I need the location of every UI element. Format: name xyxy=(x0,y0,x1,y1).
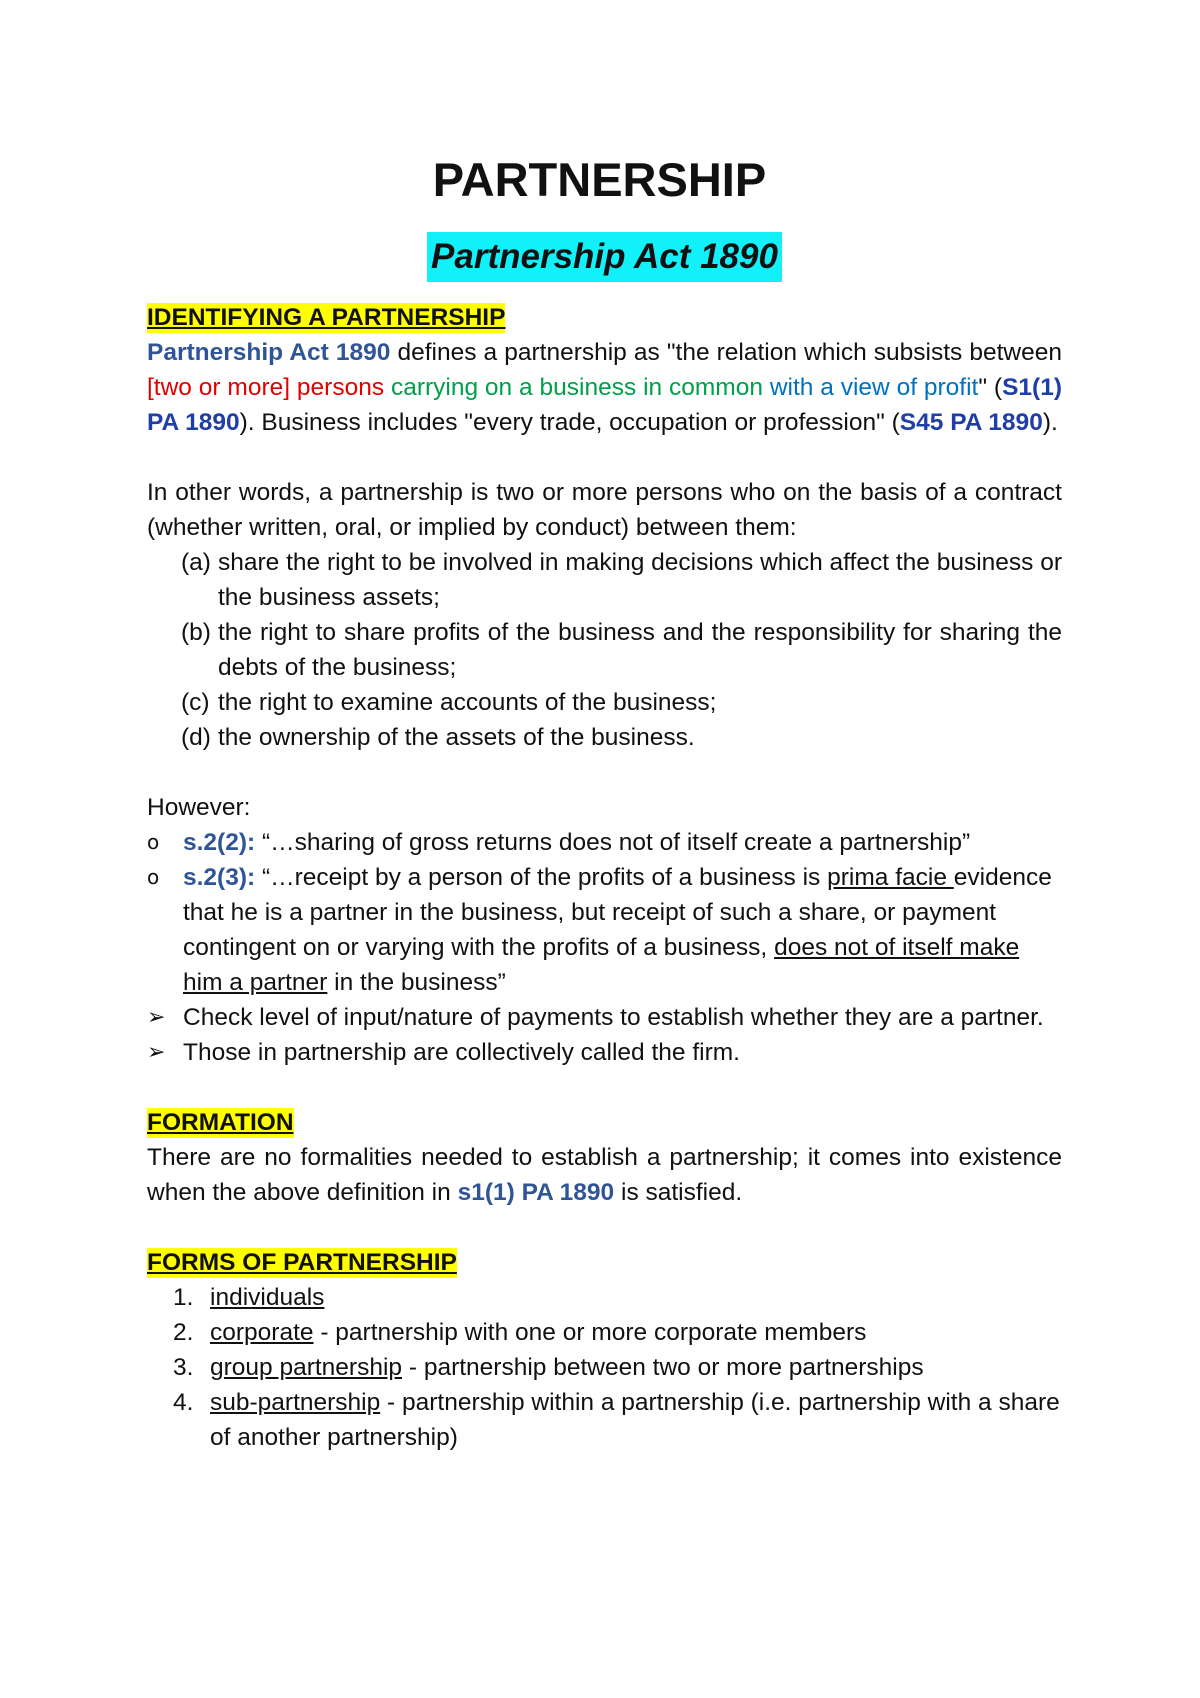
list-item-text: the right to share profits of the business and the responsibility for sharing the debts of the business; xyxy=(218,619,1062,681)
list-item xyxy=(147,1350,1062,1385)
section-identifying xyxy=(147,300,1062,1070)
bullet-quote: “…sharing of gross returns does not of itself create a partnership” xyxy=(255,829,971,856)
form-term: corporate xyxy=(210,1319,314,1346)
subtitle-wrapper xyxy=(147,232,1062,282)
other-words-paragraph: In other words, a partnership is two or more persons who on the basis of a contract (whether written, oral, or implied by conduct) between them: xyxy=(147,479,1062,541)
definition-text-c: ). Business includes "every trade, occupation or profession" ( xyxy=(239,409,900,436)
page-title: PARTNERSHIP xyxy=(432,153,767,206)
definition-paragraph xyxy=(147,335,1062,440)
bullet-circle-icon: o xyxy=(147,865,160,889)
list-item-text xyxy=(210,1350,1062,1385)
list-number: 4. xyxy=(173,1389,194,1416)
list-marker: (d) xyxy=(181,724,211,751)
definition-space-2 xyxy=(763,374,770,401)
list-item-text: the ownership of the assets of the business. xyxy=(218,724,695,751)
bullet-text xyxy=(183,860,1062,1000)
list-marker: (b) xyxy=(181,619,211,646)
list-item xyxy=(147,545,1062,615)
list-item xyxy=(147,1385,1062,1455)
form-term: individuals xyxy=(210,1284,325,1311)
arrow-item xyxy=(147,1000,1062,1035)
definition-profit: with a view of profit xyxy=(769,374,979,401)
definition-text-b: " ( xyxy=(978,374,1003,401)
list-item xyxy=(147,1280,1062,1315)
formation-text-b: is satisfied. xyxy=(614,1179,743,1206)
heading-forms: FORMS OF PARTNERSHIP xyxy=(147,1249,457,1276)
list-item xyxy=(147,615,1062,685)
form-desc: - partnership between two or more partnerships xyxy=(402,1354,924,1381)
form-desc: - partnership within a partnership (i.e. partnership with a share of another partnership) xyxy=(210,1389,1060,1451)
document-content xyxy=(147,150,1062,1455)
arrow-item-text: Those in partnership are collectively called the firm. xyxy=(183,1039,740,1066)
formation-text-a: There are no formalities needed to establish a partnership; it comes into existence when the above definition in xyxy=(147,1144,1062,1206)
however-label: However: xyxy=(147,794,251,821)
list-item-text xyxy=(210,1315,1062,1350)
arrow-item xyxy=(147,1035,1062,1070)
list-number: 2. xyxy=(173,1319,194,1346)
list-number: 1. xyxy=(173,1284,194,1311)
definition-text-a: defines a partnership as "the relation which subsists between xyxy=(390,339,1062,366)
bullet-circle-icon: o xyxy=(147,830,160,854)
bullet-quote-b: evidence that he is a partner in the business, but receipt of such a share, or payment contingent on or varying with the profits of a business, xyxy=(183,864,1052,961)
underlined-not-partner: does not of itself make him a partner xyxy=(183,934,1020,996)
section-ref-s2-3: s.2(3): xyxy=(183,864,256,891)
definition-persons: [two or more] persons xyxy=(147,374,385,401)
heading-identifying: IDENTIFYING A PARTNERSHIP xyxy=(147,304,506,331)
arrow-bullet-icon: ➢ xyxy=(147,1005,166,1030)
form-term: group partnership xyxy=(210,1354,403,1381)
list-item xyxy=(147,1315,1062,1350)
definition-text-d: ). xyxy=(1042,409,1058,436)
arrow-bullet-icon: ➢ xyxy=(147,1040,166,1065)
bullet-item xyxy=(147,860,1062,1000)
bullet-text xyxy=(183,825,1062,860)
heading-formation: FORMATION xyxy=(147,1109,294,1136)
list-marker: (c) xyxy=(181,689,210,716)
list-item xyxy=(147,720,1062,755)
arrow-item-text: Check level of input/nature of payments to establish whether they are a partner. xyxy=(183,1004,1044,1031)
page-subtitle: Partnership Act 1890 xyxy=(427,232,782,282)
bullet-item xyxy=(147,825,1062,860)
section-forms xyxy=(147,1245,1062,1455)
list-item xyxy=(147,685,1062,720)
list-item-text xyxy=(210,1280,1062,1315)
section-ref-s1-1: s1(1) PA 1890 xyxy=(457,1179,615,1206)
list-item-text: the right to examine accounts of the business; xyxy=(218,689,717,716)
bullet-quote-a: “…receipt by a person of the profits of a business is xyxy=(255,864,828,891)
definition-space xyxy=(384,374,391,401)
bullet-quote-c: in the business” xyxy=(327,969,506,996)
underlined-prima-facie: prima facie xyxy=(827,864,954,891)
list-marker: (a) xyxy=(181,549,211,576)
act-reference: Partnership Act 1890 xyxy=(147,339,391,366)
formation-paragraph xyxy=(147,1140,1062,1210)
form-desc: - partnership with one or more corporate members xyxy=(313,1319,867,1346)
criteria-list xyxy=(147,545,1062,755)
list-item-text: share the right to be involved in making decisions which affect the business or the business assets; xyxy=(218,549,1062,611)
definition-business: carrying on a business in common xyxy=(390,374,763,401)
form-term: sub-partnership xyxy=(210,1389,381,1416)
section-ref-s2-2: s.2(2): xyxy=(183,829,256,856)
section-ref-s1: S1(1) PA 1890 xyxy=(147,374,1062,436)
list-number: 3. xyxy=(173,1354,194,1381)
section-ref-s45: S45 PA 1890 xyxy=(899,409,1043,436)
section-formation xyxy=(147,1105,1062,1210)
list-item-text xyxy=(210,1385,1062,1455)
